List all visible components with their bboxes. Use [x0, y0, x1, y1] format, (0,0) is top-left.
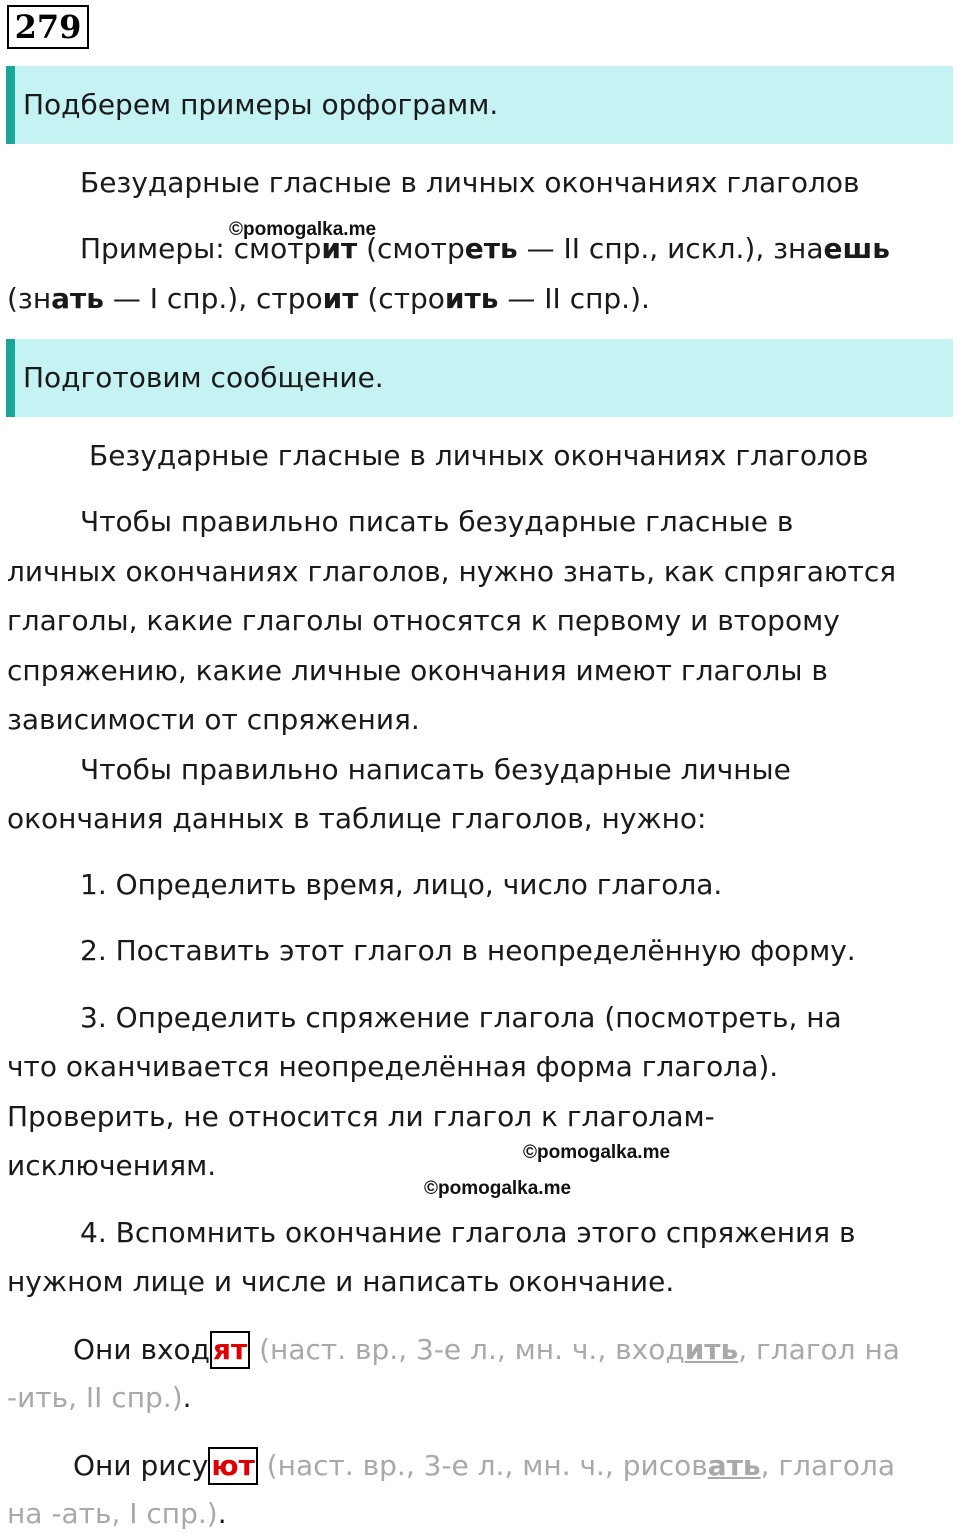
step-3-line: исключениям. [7, 1149, 217, 1182]
message-title: Безударные гласные в личных окончаниях глаголов [89, 439, 869, 472]
answer-1-line-1: Они вход ят (наст. вр., 3-е л., мн. ч., входить, глагол на [73, 1331, 900, 1369]
watermark: ©pomogalka.me [523, 1142, 671, 1163]
step-3-line: Проверить, не относится ли глагол к глаголам- [7, 1100, 715, 1133]
answer-2-line-1: Они рису ют (наст. вр., 3-е л., мн. ч., рисовать, глагола [73, 1447, 895, 1485]
step-4-line: 4. Вспомнить окончание глагола этого спряжения в [80, 1216, 856, 1249]
ending-box: ят [210, 1331, 250, 1369]
step-3-line: 3. Определить спряжение глагола (посмотреть, на [80, 1001, 842, 1034]
step-1: 1. Определить время, лицо, число глагола. [80, 868, 723, 901]
paragraph-line: зависимости от спряжения. [7, 703, 420, 736]
section-heading-examples: Подберем примеры орфограмм. [6, 66, 953, 144]
step-2: 2. Поставить этот глагол в неопределённую форму. [80, 934, 856, 967]
paragraph-line: личных окончаниях глаголов, нужно знать, как спрягаются [7, 555, 897, 588]
examples-line-1: Примеры: смотрит (смотреть — II спр., искл.), знаешь [80, 232, 890, 265]
task-number: 279 [7, 5, 89, 49]
watermark: ©pomogalka.me [229, 219, 377, 240]
paragraph-line: Чтобы правильно писать безударные гласные в [80, 505, 794, 538]
answer-1-line-2: -ить, II спр.). [7, 1381, 192, 1414]
step-3-line: что оканчивается неопределённая форма глагола). [7, 1050, 779, 1083]
ending-box: ют [208, 1447, 257, 1485]
answer-2-line-2: на -ать, I спр.). [7, 1497, 227, 1530]
examples-line-2: (знать — I спр.), строит (строить — II спр.). [7, 282, 650, 315]
section-heading-message: Подготовим сообщение. [6, 339, 953, 417]
topic-title: Безударные гласные в личных окончаниях глаголов [80, 166, 860, 199]
watermark: ©pomogalka.me [424, 1178, 572, 1199]
paragraph-line: глаголы, какие глаголы относятся к первому и второму [7, 604, 840, 637]
paragraph-line: окончания данных в таблице глаголов, нужно: [7, 802, 707, 835]
paragraph-line: Чтобы правильно написать безударные личные [80, 753, 791, 786]
paragraph-line: спряжению, какие личные окончания имеют глаголы в [7, 654, 828, 687]
step-4-line: нужном лице и числе и написать окончание. [7, 1265, 675, 1298]
